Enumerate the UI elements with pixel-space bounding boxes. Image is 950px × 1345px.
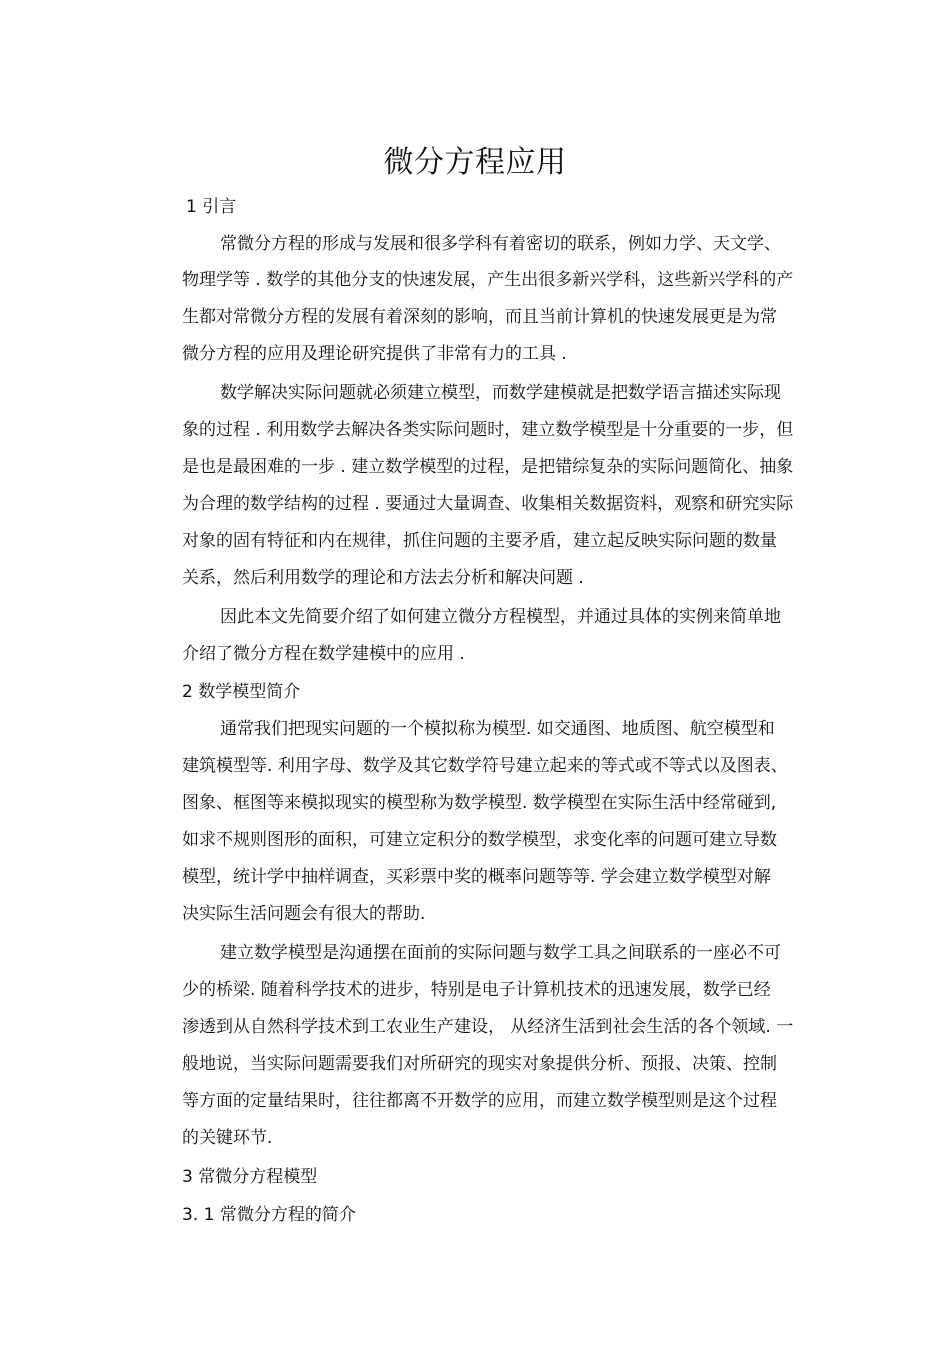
paragraph-line: 少的桥梁. 随着科学技术的进步，特别是电子计算机技术的迅速发展，数学已经 <box>182 980 771 1000</box>
paragraph-line: 模型，统计学中抽样调查，买彩票中奖的概率问题等等. 学会建立数学模型对解 <box>182 867 771 887</box>
paragraph-line: 建立数学模型是沟通摆在面前的实际问题与数学工具之间联系的一座必不可 <box>220 943 781 963</box>
paragraph-line: 是也是最困难的一步 . 建立数学模型的过程，是把错综复杂的实际问题简化、抽象 <box>182 457 794 477</box>
paragraph-line: 对象的固有特征和内在规律，抓住问题的主要矛盾，建立起反映实际问题的数量 <box>182 531 777 551</box>
paragraph-line: 等方面的定量结果时，往往都离不开数学的应用，而建立数学模型则是这个过程 <box>182 1091 777 1111</box>
paragraph-line: 数学解决实际问题就必须建立模型，而数学建模就是把数学语言描述实际现 <box>220 383 781 403</box>
paragraph-line: 象的过程 . 利用数学去解决各类实际问题时，建立数学模型是十分重要的一步，但 <box>182 420 794 440</box>
paragraph-line: 图象、框图等来模拟现实的模型称为数学模型. 数学模型在实际生活中经常碰到, <box>182 793 777 813</box>
section-heading-ode-model: 3 常微分方程模型 <box>182 1167 318 1187</box>
paragraph-line: 介绍了微分方程在数学建模中的应用 . <box>182 644 465 664</box>
paragraph-line: 决实际生活问题会有很大的帮助. <box>182 904 426 924</box>
paragraph-line: 因此本文先简要介绍了如何建立微分方程模型，并通过具体的实例来简单地 <box>220 607 781 627</box>
section-heading-intro: 1 引言 <box>186 197 237 217</box>
paragraph-line: 通常我们把现实问题的一个模拟称为模型. 如交通图、地质图、航空模型和 <box>220 719 775 739</box>
paragraph-line: 关系，然后利用数学的理论和方法去分析和解决问题 . <box>182 568 584 588</box>
paragraph-line: 生都对常微分方程的发展有着深刻的影响，而且当前计算机的快速发展更是为常 <box>182 307 777 327</box>
document-title: 微分方程应用 <box>383 145 567 180</box>
paragraph-line: 的关键环节. <box>182 1128 273 1148</box>
paragraph-line: 如求不规则图形的面积，可建立定积分的数学模型，求变化率的问题可建立导数 <box>182 830 777 850</box>
paragraph-line: 建筑模型等. 利用字母、数学及其它数学符号建立起来的等式或不等式以及图表、 <box>182 756 788 776</box>
paragraph-line: 物理学等 . 数学的其他分支的快速发展，产生出很多新兴学科，这些新兴学科的产 <box>182 270 794 290</box>
subsection-heading-ode-intro: 3. 1 常微分方程的简介 <box>182 1205 356 1225</box>
section-heading-model: 2 数学模型简介 <box>182 682 301 702</box>
paragraph-line: 为合理的数学结构的过程 . 要通过大量调查、收集相关数据资料，观察和研究实际 <box>182 494 794 514</box>
paragraph-line: 微分方程的应用及理论研究提供了非常有力的工具 . <box>182 344 567 364</box>
paragraph-line: 常微分方程的形成与发展和很多学科有着密切的联系，例如力学、天文学、 <box>220 234 781 254</box>
paragraph-line: 般地说，当实际问题需要我们对所研究的现实对象提供分析、预报、决策、控制 <box>182 1054 777 1074</box>
paragraph-line: 渗透到从自然科学技术到工农业生产建设， 从经济生活到社会生活的各个领域. 一 <box>182 1017 794 1037</box>
